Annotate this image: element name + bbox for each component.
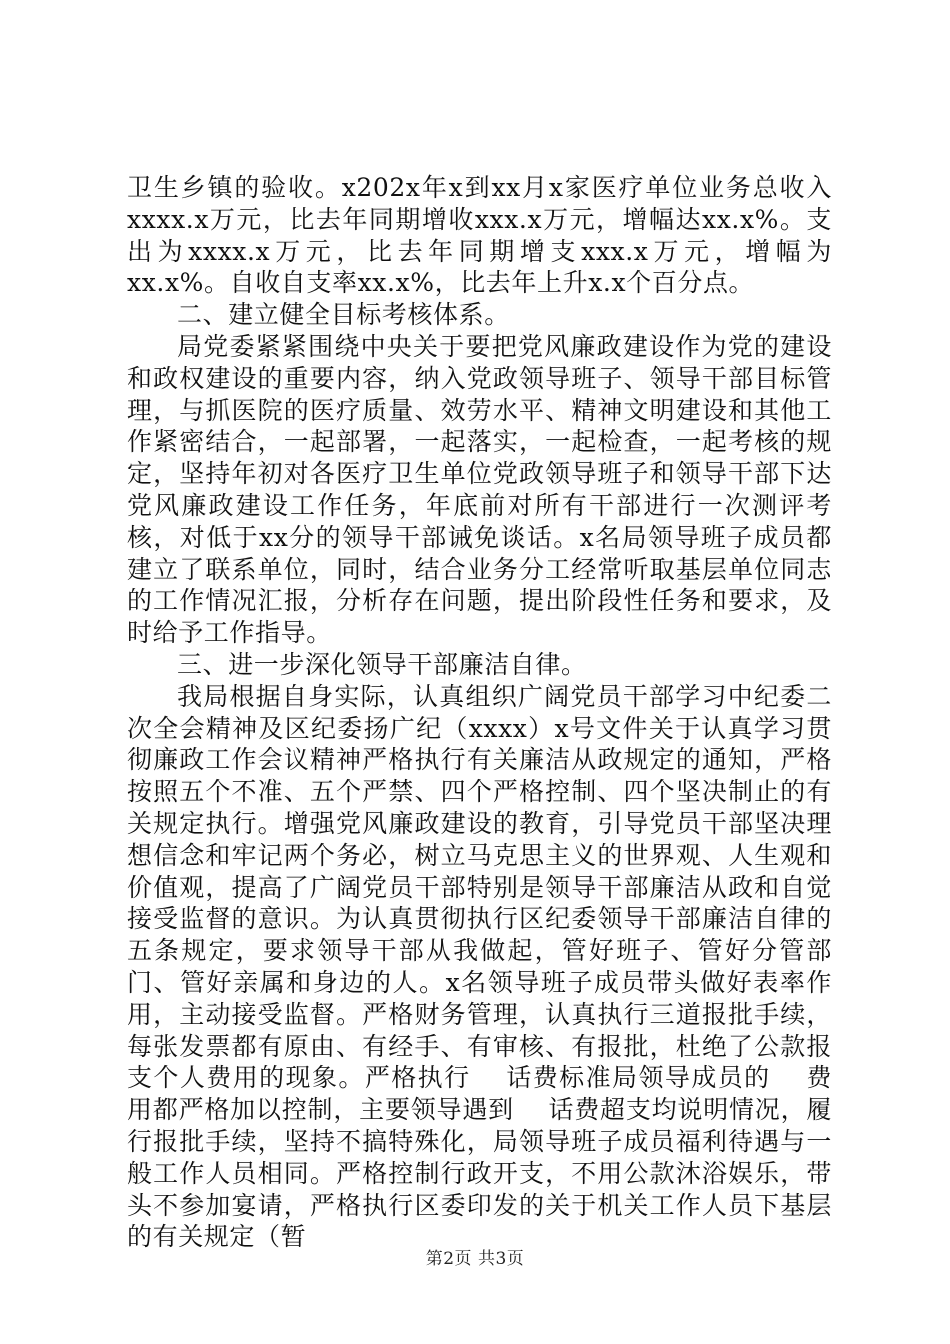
document-body — [127, 172, 832, 1253]
paragraph-self-discipline: 我局根据自身实际，认真组织广阔党员干部学习中纪委二次全会精神及区纪委扬广纪（xxxx）x号文件关于认真学习贯彻廉政工作会议精神严格执行有关廉洁从政规定的通知，严格按照五个不准、五个严禁、四个严格控制、四个坚决制止的有关规定执行。增强党风廉政建设的教育，引导党员干部坚决理想信念和牢记两个务必，树立马克思主义的世界观、人生观和价值观，提高了广阔党员干部特别是领导干部廉洁从政和自觉接受监督的意识。为认真贯彻执行区纪委领导干部廉洁自律的五条规定，要求领导干部从我做起，管好班子、管好分管部门、管好亲属和身边的人。x名领导班子成员带头做好表率作用，主动接受监督。严格财务管理，认真执行三道报批手续，每张发票都有原由、有经手、有审核、有报批，杜绝了公款报支个人费用的现象。严格执行 话费标准局领导成员的 费用都严格加以控制，主要领导遇到 话费超支均说明情况，履行报批手续，坚持不搞特殊化，局领导班子成员福利待遇与一般工作人员相同。严格控制行政开支，不用公款沐浴娱乐，带头不参加宴请，严格执行区委印发的关于机关工作人员下基层的有关规定（暂 — [127, 681, 832, 1252]
paragraph-target-assessment: 局党委紧紧围绕中央关于要把党风廉政建设作为党的建设和政权建设的重要内容，纳入党政领导班子、领导干部目标管理，与抓医院的医疗质量、效劳水平、精神文明建设和其他工作紧密结合，一起部署，一起落实，一起检查，一起考核的规定，坚持年初对各医疗卫生单位党政领导班子和领导干部下达党风廉政建设工作任务，年底前对所有干部进行一次测评考核，对低于xx分的领导干部诫免谈话。x名局领导班子成员都建立了联系单位，同时，结合业务分工经常听取基层单位同志的工作情况汇报，分析存在问题，提出阶段性任务和要求，及时给予工作指导。 — [127, 331, 832, 648]
section-heading-3: 三、进一步深化领导干部廉洁自律。 — [177, 649, 587, 679]
page-footer: 第2页 共3页 — [425, 1249, 525, 1269]
section-heading-2: 二、建立健全目标考核体系。 — [177, 300, 510, 330]
paragraph-continuation: 卫生乡镇的验收。x202x年x到xx月x家医疗单位业务总收入xxxx.x万元，比去年同期增收xxx.x万元，增幅达xx.x%。支出为xxxx.x万元，比去年同期增支xxx.x万元，增幅为xx.x%。自收自支率xx.x%，比去年上升x.x个百分点。 — [127, 173, 832, 298]
